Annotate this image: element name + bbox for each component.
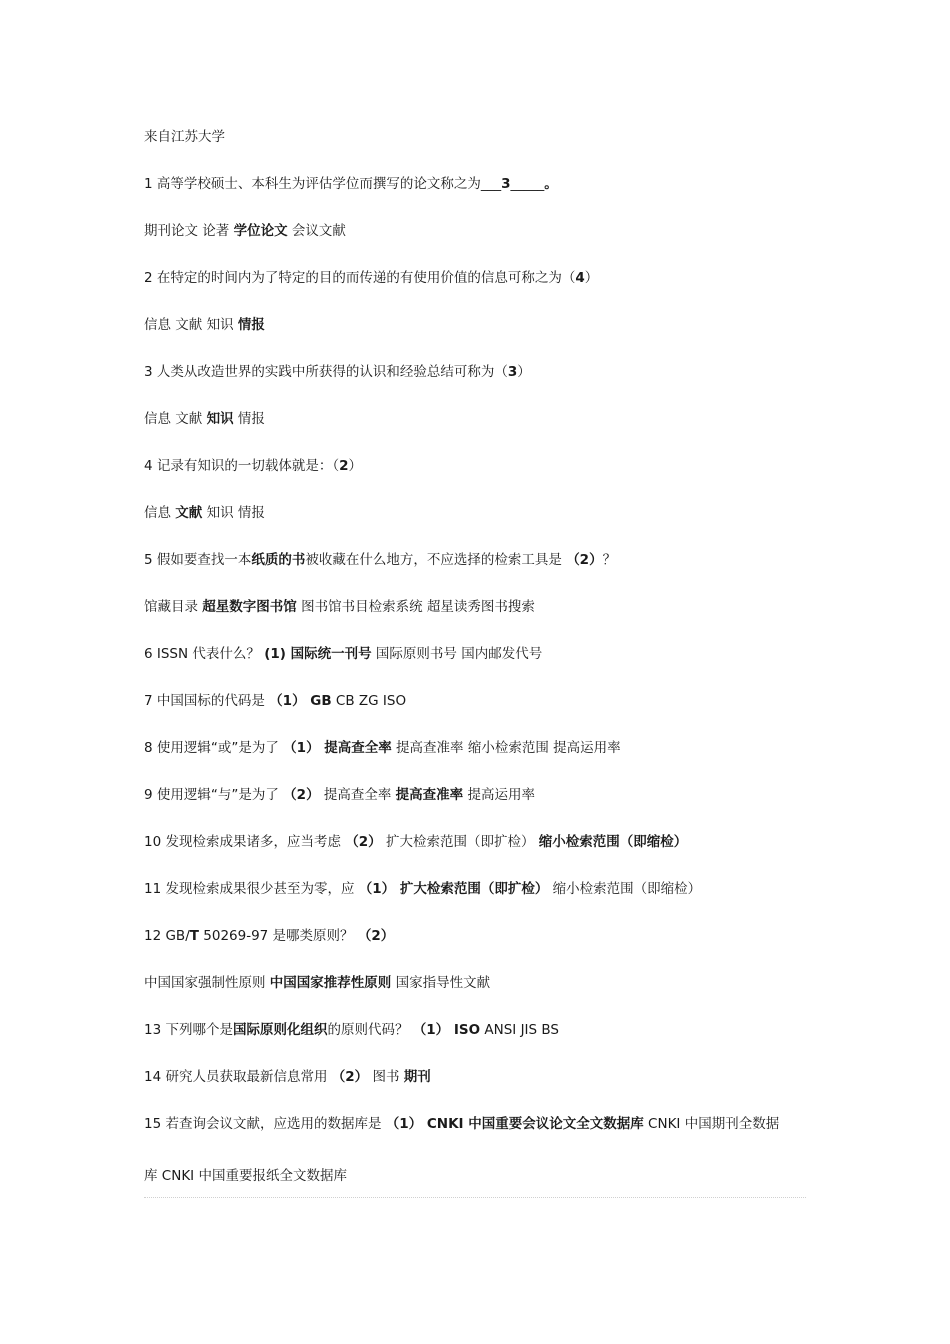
line-text: 11 发现检索成果很少甚至为零，应	[144, 881, 359, 897]
line-text: 扩大检索范围（即扩检）	[381, 834, 539, 850]
answer-text: 缩小检索范围（即缩检）	[538, 834, 688, 850]
document-line	[144, 691, 406, 711]
line-text: 提高运用率	[463, 787, 535, 803]
line-text: 国家指导性文献	[391, 975, 491, 991]
line-text: CB ZG ISO	[331, 693, 407, 709]
answer-text: (1) 国际统一刊号	[264, 646, 372, 662]
answer-text: 超星数字图书馆	[202, 599, 297, 615]
answer-text: 提高查准率	[395, 787, 464, 803]
document-line	[144, 738, 621, 758]
line-text: 2 在特定的时间内为了特定的目的而传递的有使用价值的信息可称之为（	[144, 270, 576, 286]
answer-text: （2）	[283, 787, 320, 803]
line-text: 缩小检索范围（即缩检）	[548, 881, 702, 897]
document-line	[144, 550, 616, 570]
line-text: ？	[602, 552, 617, 568]
line-text: 6 ISSN 代表什么？	[144, 646, 265, 662]
line-text: 8 使用逻辑“或”是为了	[144, 740, 284, 756]
document-line	[144, 221, 346, 241]
line-text: 会议文献	[287, 223, 346, 239]
line-text: ）	[517, 364, 531, 380]
answer-text: （1） ISO	[412, 1022, 481, 1038]
page-divider	[144, 1197, 806, 1198]
line-text: 15 若查询会议文献，应选用的数据库是	[144, 1116, 386, 1132]
answer-text: 纸质的书	[251, 552, 306, 568]
line-text: 提高查准率 缩小检索范围 提高运用率	[391, 740, 621, 756]
answer-text: （2）	[566, 552, 603, 568]
answer-text: （2）	[345, 834, 382, 850]
line-text: 的原则代码？	[327, 1022, 413, 1038]
line-text: 提高查全率	[319, 787, 396, 803]
document-line	[144, 456, 362, 476]
line-text: 50269-97 是哪类原则？	[198, 928, 358, 944]
document-line	[144, 409, 265, 429]
document-line	[144, 926, 394, 946]
document-line	[144, 268, 598, 288]
line-text: 信息 文献	[144, 411, 207, 427]
line-text: 4 记录有知识的一切载体就是：（	[144, 458, 340, 474]
answer-text: 中国国家推荐性原则	[269, 975, 392, 991]
answer-text: 3	[507, 364, 518, 380]
answer-text: （2）	[331, 1069, 369, 1085]
document-line	[144, 1020, 559, 1040]
document-line	[144, 973, 490, 993]
line-text: 被收藏在什么地方，不应选择的检索工具是	[305, 552, 567, 568]
answer-text: 文献	[175, 505, 203, 521]
document-line	[144, 503, 265, 523]
answer-text: 学位论文	[233, 223, 288, 239]
document-line	[144, 879, 701, 899]
answer-text: 2	[339, 458, 349, 474]
answer-text: （1） 扩大检索范围（即扩检）	[358, 881, 549, 897]
answer-text: 期刊	[403, 1069, 431, 1085]
answer-text: 3	[501, 176, 511, 192]
line-text: 9 使用逻辑“与”是为了	[144, 787, 284, 803]
line-text: 中国国家强制性原则	[144, 975, 270, 991]
line-text: 库 CNKI 中国重要报纸全文数据库	[144, 1168, 347, 1184]
document-header	[144, 127, 225, 147]
line-text: CNKI 中国期刊全数据	[643, 1116, 780, 1132]
line-text: 知识 情报	[202, 505, 265, 521]
answer-text: T	[189, 928, 199, 944]
answer-text: （1） CNKI 中国重要会议论文全文数据库	[385, 1116, 644, 1132]
line-text: 1 高等学校硕士、本科生为评估学位而撰写的论文称之为___	[144, 176, 502, 192]
document-line	[144, 174, 558, 194]
line-text: 信息 文献 知识	[144, 317, 238, 333]
answer-text: 国际原则化组织	[232, 1022, 328, 1038]
document-line	[144, 1114, 779, 1134]
line-text: 情报	[233, 411, 265, 427]
line-text: ）	[348, 458, 363, 474]
document-line	[144, 785, 535, 805]
answer-text: （2）	[357, 928, 395, 944]
answer-text: 4	[575, 270, 585, 286]
line-text: 5 假如要查找一本	[144, 552, 252, 568]
line-text: ）	[584, 270, 599, 286]
document-line	[144, 362, 531, 382]
line-text: 馆藏目录	[144, 599, 203, 615]
header-text: 来自江苏大学	[144, 129, 225, 145]
line-text: 14 研究人员获取最新信息常用	[144, 1069, 332, 1085]
answer-text: 知识	[206, 411, 234, 427]
line-text: 10 发现检索成果诸多，应当考虑	[144, 834, 346, 850]
document-line	[144, 1067, 431, 1087]
answer-text: 情报	[237, 317, 265, 333]
document-line	[144, 644, 542, 664]
answer-text: （1） 提高查全率	[283, 740, 392, 756]
answer-text: 。	[544, 176, 558, 192]
line-text: 信息	[144, 505, 176, 521]
line-text: _____	[510, 176, 545, 192]
document-line	[144, 832, 687, 852]
line-text: 7 中国国标的代码是	[144, 693, 270, 709]
line-text: 3 人类从改造世界的实践中所获得的认识和经验总结可称为（	[144, 364, 508, 380]
line-text: ANSI JIS BS	[480, 1022, 559, 1038]
document-line	[144, 597, 535, 617]
line-text: 13 下列哪个是	[144, 1022, 233, 1038]
document-line	[144, 1166, 347, 1186]
line-text: 图书	[368, 1069, 404, 1085]
line-text: 图书馆书目检索系统 超星读秀图书搜索	[296, 599, 535, 615]
line-text: 国际原则书号 国内邮发代号	[371, 646, 543, 662]
line-text: 期刊论文 论著	[144, 223, 234, 239]
answer-text: （1） GB	[269, 693, 332, 709]
line-text: 12 GB/	[144, 928, 190, 944]
document-line	[144, 315, 265, 335]
